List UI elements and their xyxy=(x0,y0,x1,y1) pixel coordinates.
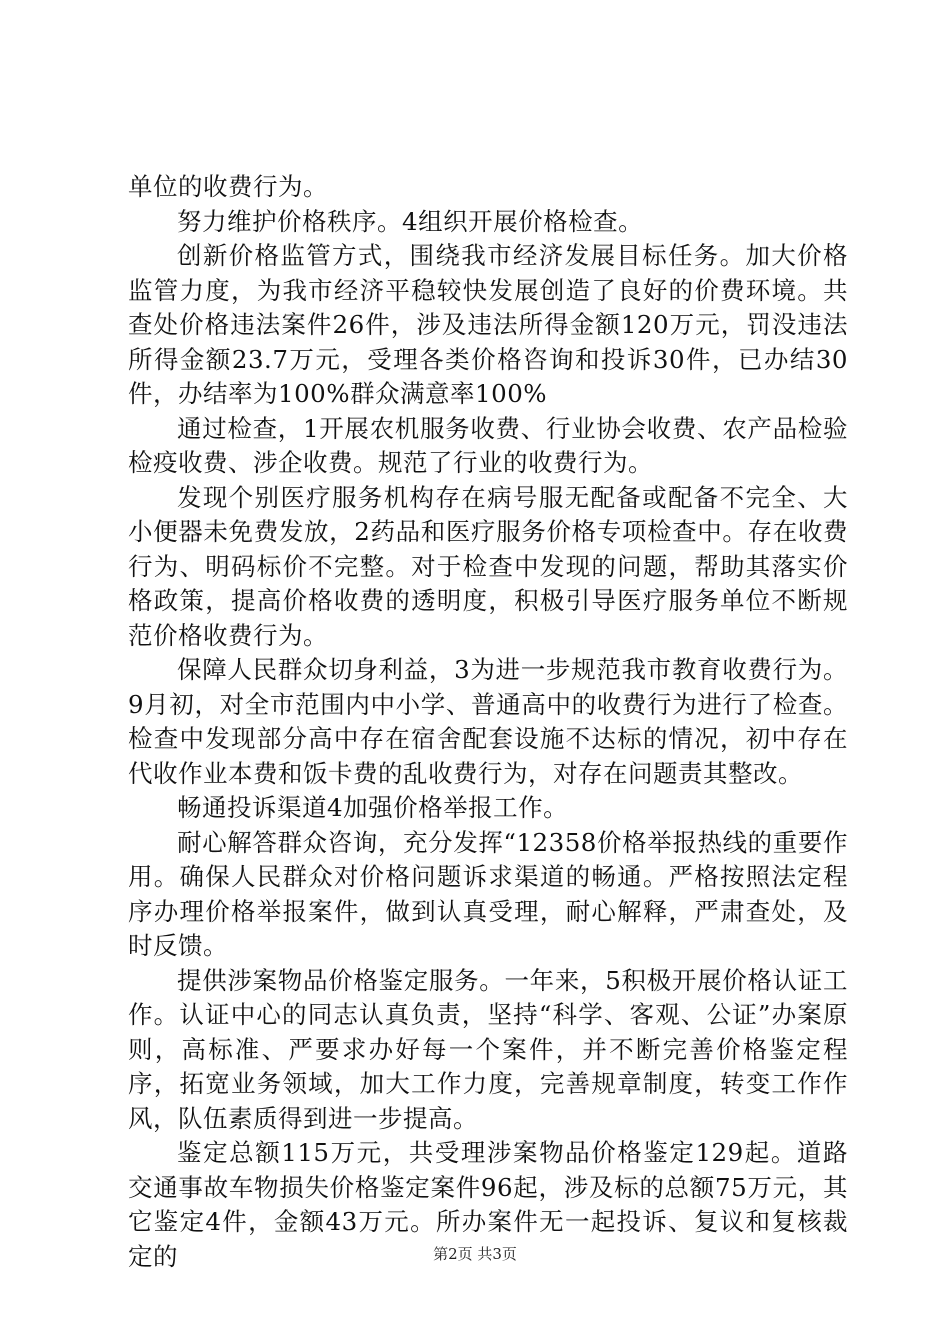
paragraph: 提供涉案物品价格鉴定服务。一年来，5积极开展价格认证工作。认证中心的同志认真负责，坚持“科学、客观、公证”办案原则，高标准、严要求办好每一个案件，并不断完善价格鉴定程序，拓宽业务领域，加大工作力度，完善规章制度，转变工作作风，队伍素质得到进一步提高。 xyxy=(128,965,848,1133)
paragraph: 鉴定总额115万元，共受理涉案物品价格鉴定129起。道路交通事故车物损失价格鉴定案件96起，涉及标的总额75万元，其它鉴定4件，金额43万元。所办案件无一起投诉、复议和复核裁定的 xyxy=(128,1138,848,1271)
paragraph: 发现个别医疗服务机构存在病号服无配备或配备不完全、大小便器未免费发放，2药品和医疗服务价格专项检查中。存在收费行为、明码标价不完整。对于检查中发现的问题，帮助其落实价格政策，提高价格收费的透明度，积极引导医疗服务单位不断规范价格收费行为。 xyxy=(128,482,848,650)
paragraph: 创新价格监管方式，围绕我市经济发展目标任务。加大价格监管力度，为我市经济平稳较快发展创造了良好的价费环境。共查处价格违法案件26件，涉及违法所得金额120万元，罚没违法所得金额23.7万元，受理各类价格咨询和投诉30件，已办结30件，办结率为100%群众满意率100% xyxy=(128,241,848,408)
paragraph-continuation: 单位的收费行为。 xyxy=(128,172,328,201)
paragraph: 保障人民群众切身利益，3为进一步规范我市教育收费行为。9月初，对全市范围内中小学、普通高中的收费行为进行了检查。检查中发现部分高中存在宿舍配套设施不达标的情况，初中存在代收作业本费和饭卡费的乱收费行为，对存在问题责其整改。 xyxy=(128,655,848,788)
document-body xyxy=(128,170,848,1274)
paragraph: 努力维护价格秩序。4组织开展价格检查。 xyxy=(177,206,644,236)
page-number-footer: 第2页 共3页 xyxy=(433,1245,517,1263)
paragraph: 畅通投诉渠道4加强价格举报工作。 xyxy=(177,793,569,822)
paragraph: 通过检查，1开展农机服务收费、行业协会收费、农产品检验检疫收费、涉企收费。规范了行业的收费行为。 xyxy=(128,413,848,477)
paragraph: 耐心解答群众咨询，充分发挥“12358价格举报热线的重要作用。确保人民群众对价格问题诉求渠道的畅通。严格按照法定程序办理价格举报案件，做到认真受理，耐心解释，严肃查处，及时反馈。 xyxy=(128,827,848,960)
